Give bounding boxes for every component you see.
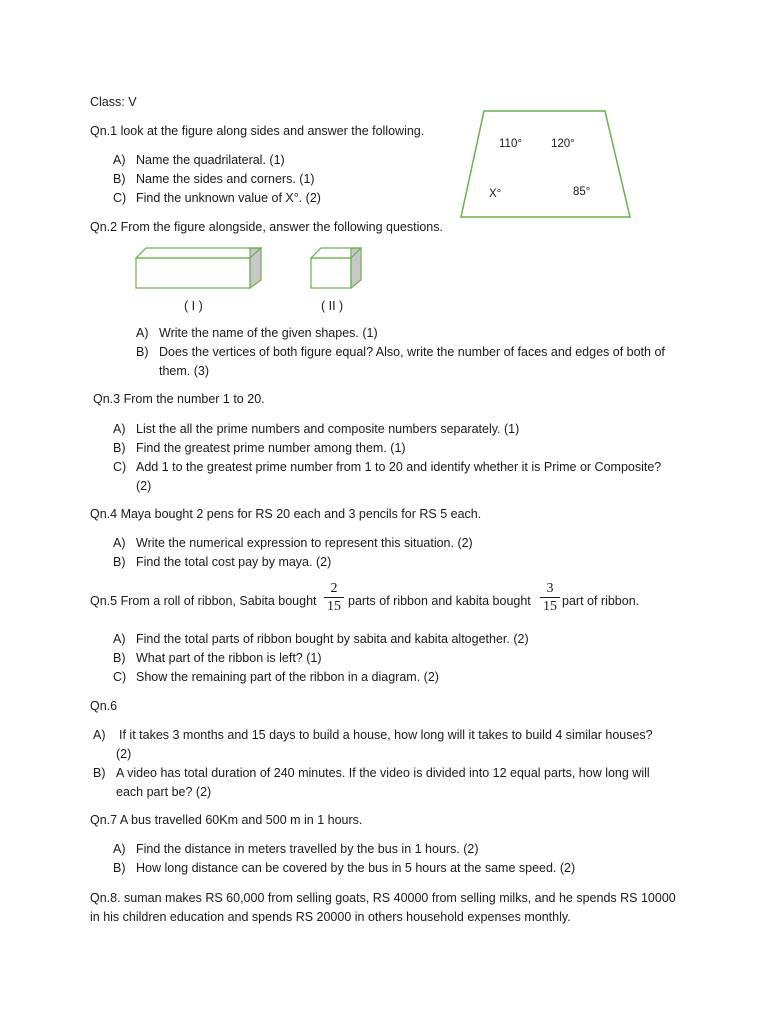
- list-item: Find the distance in meters travelled by the bus in 1 hours. (2): [136, 842, 479, 856]
- cuboid-side-face: [250, 248, 261, 288]
- cuboid-figure: [134, 246, 264, 291]
- list-item-continuation: (2): [136, 479, 152, 493]
- question-1-prompt: Qn.1 look at the figure along sides and answer the following.: [90, 124, 425, 138]
- question-8-line-2: in his children education and spends RS 20000 in others household expenses monthly.: [90, 910, 571, 924]
- list-item-continuation: them. (3): [159, 364, 210, 378]
- cuboid-top-face: [136, 248, 261, 258]
- trapezium-figure: [455, 105, 640, 225]
- list-item-label: B): [113, 651, 126, 665]
- list-item: Find the greatest prime number among them. (1): [136, 441, 406, 455]
- list-item-label: A): [113, 842, 126, 856]
- list-item: Find the unknown value of X°. (2): [136, 191, 321, 205]
- list-item: Show the remaining part of the ribbon in a diagram. (2): [136, 670, 439, 684]
- question-2-prompt: Qn.2 From the figure alongside, answer the following questions.: [90, 220, 443, 234]
- question-4-prompt: Qn.4 Maya bought 2 pens for RS 20 each and 3 pencils for RS 5 each.: [90, 507, 482, 521]
- list-item: Write the name of the given shapes. (1): [159, 326, 378, 340]
- shape-label-2: ( II ): [321, 299, 344, 313]
- list-item-label: A): [113, 632, 126, 646]
- list-item-label: C): [113, 191, 127, 205]
- list-item-label: B): [113, 441, 126, 455]
- class-heading: Class: V: [90, 95, 137, 109]
- list-item-label: B): [136, 345, 149, 359]
- list-item: Find the total cost pay by maya. (2): [136, 555, 332, 569]
- list-item-continuation: (2): [116, 747, 132, 761]
- question-7-prompt: Qn.7 A bus travelled 60Km and 500 m in 1 hours.: [90, 813, 363, 827]
- cube-figure: [309, 246, 365, 291]
- question-6-prompt: Qn.6: [90, 699, 118, 713]
- list-item: A video has total duration of 240 minutes. If the video is divided into 12 equal parts, how long will: [116, 766, 650, 780]
- trapezium-shape: [461, 111, 630, 217]
- list-item-label: B): [113, 172, 126, 186]
- list-item-label: B): [113, 555, 126, 569]
- question-5-prompt-part3: part of ribbon.: [562, 594, 640, 608]
- fraction-numerator: 2: [330, 581, 338, 596]
- cube-front-face: [311, 258, 351, 288]
- list-item-label: A): [113, 536, 126, 550]
- cuboid-front-face: [136, 258, 250, 288]
- question-5-prompt-part2: parts of ribbon and kabita bought: [348, 594, 531, 608]
- fraction-denominator: 15: [543, 599, 557, 614]
- list-item: Add 1 to the greatest prime number from 1 to 20 and identify whether it is Prime or Composite?: [136, 460, 662, 474]
- list-item: How long distance can be covered by the bus in 5 hours at the same speed. (2): [136, 861, 576, 875]
- fraction-numerator: 3: [546, 581, 554, 596]
- fraction-denominator: 15: [327, 599, 341, 614]
- list-item: Does the vertices of both figure equal? Also, write the number of faces and edges of both of: [159, 345, 665, 359]
- list-item-label: B): [113, 861, 126, 875]
- list-item: Name the quadrilateral. (1): [136, 153, 285, 167]
- list-item: Write the numerical expression to represent this situation. (2): [136, 536, 473, 550]
- list-item-label: A): [93, 728, 106, 742]
- angle-bottom-right-label: 85°: [573, 186, 591, 198]
- list-item-label: B): [93, 766, 106, 780]
- angle-top-left-label: 110°: [499, 138, 522, 150]
- shape-label-1: ( I ): [184, 299, 203, 313]
- list-item-label: A): [136, 326, 149, 340]
- list-item: What part of the ribbon is left? (1): [136, 651, 322, 665]
- angle-top-right-label: 120°: [551, 138, 575, 150]
- question-3-prompt: Qn.3 From the number 1 to 20.: [93, 392, 265, 406]
- list-item: List the all the prime numbers and composite numbers separately. (1): [136, 422, 520, 436]
- fraction-kabita: [540, 581, 560, 614]
- cube-side-face: [351, 248, 361, 288]
- list-item: Find the total parts of ribbon bought by sabita and kabita altogether. (2): [136, 632, 529, 646]
- list-item: If it takes 3 months and 15 days to build a house, how long will it takes to build 4 similar houses?: [119, 728, 653, 742]
- angle-bottom-left-label: X°: [489, 188, 502, 200]
- list-item-label: C): [113, 460, 127, 474]
- question-8-line-1: Qn.8. suman makes RS 60,000 from selling goats, RS 40000 from selling milks, and he spends RS 10000: [90, 891, 676, 905]
- fraction-sabita: [324, 581, 344, 614]
- list-item-label: A): [113, 153, 126, 167]
- list-item-continuation: each part be? (2): [116, 785, 212, 799]
- list-item-label: A): [113, 422, 126, 436]
- question-5-prompt-part1: Qn.5 From a roll of ribbon, Sabita bought: [90, 594, 317, 608]
- list-item-label: C): [113, 670, 127, 684]
- list-item: Name the sides and corners. (1): [136, 172, 315, 186]
